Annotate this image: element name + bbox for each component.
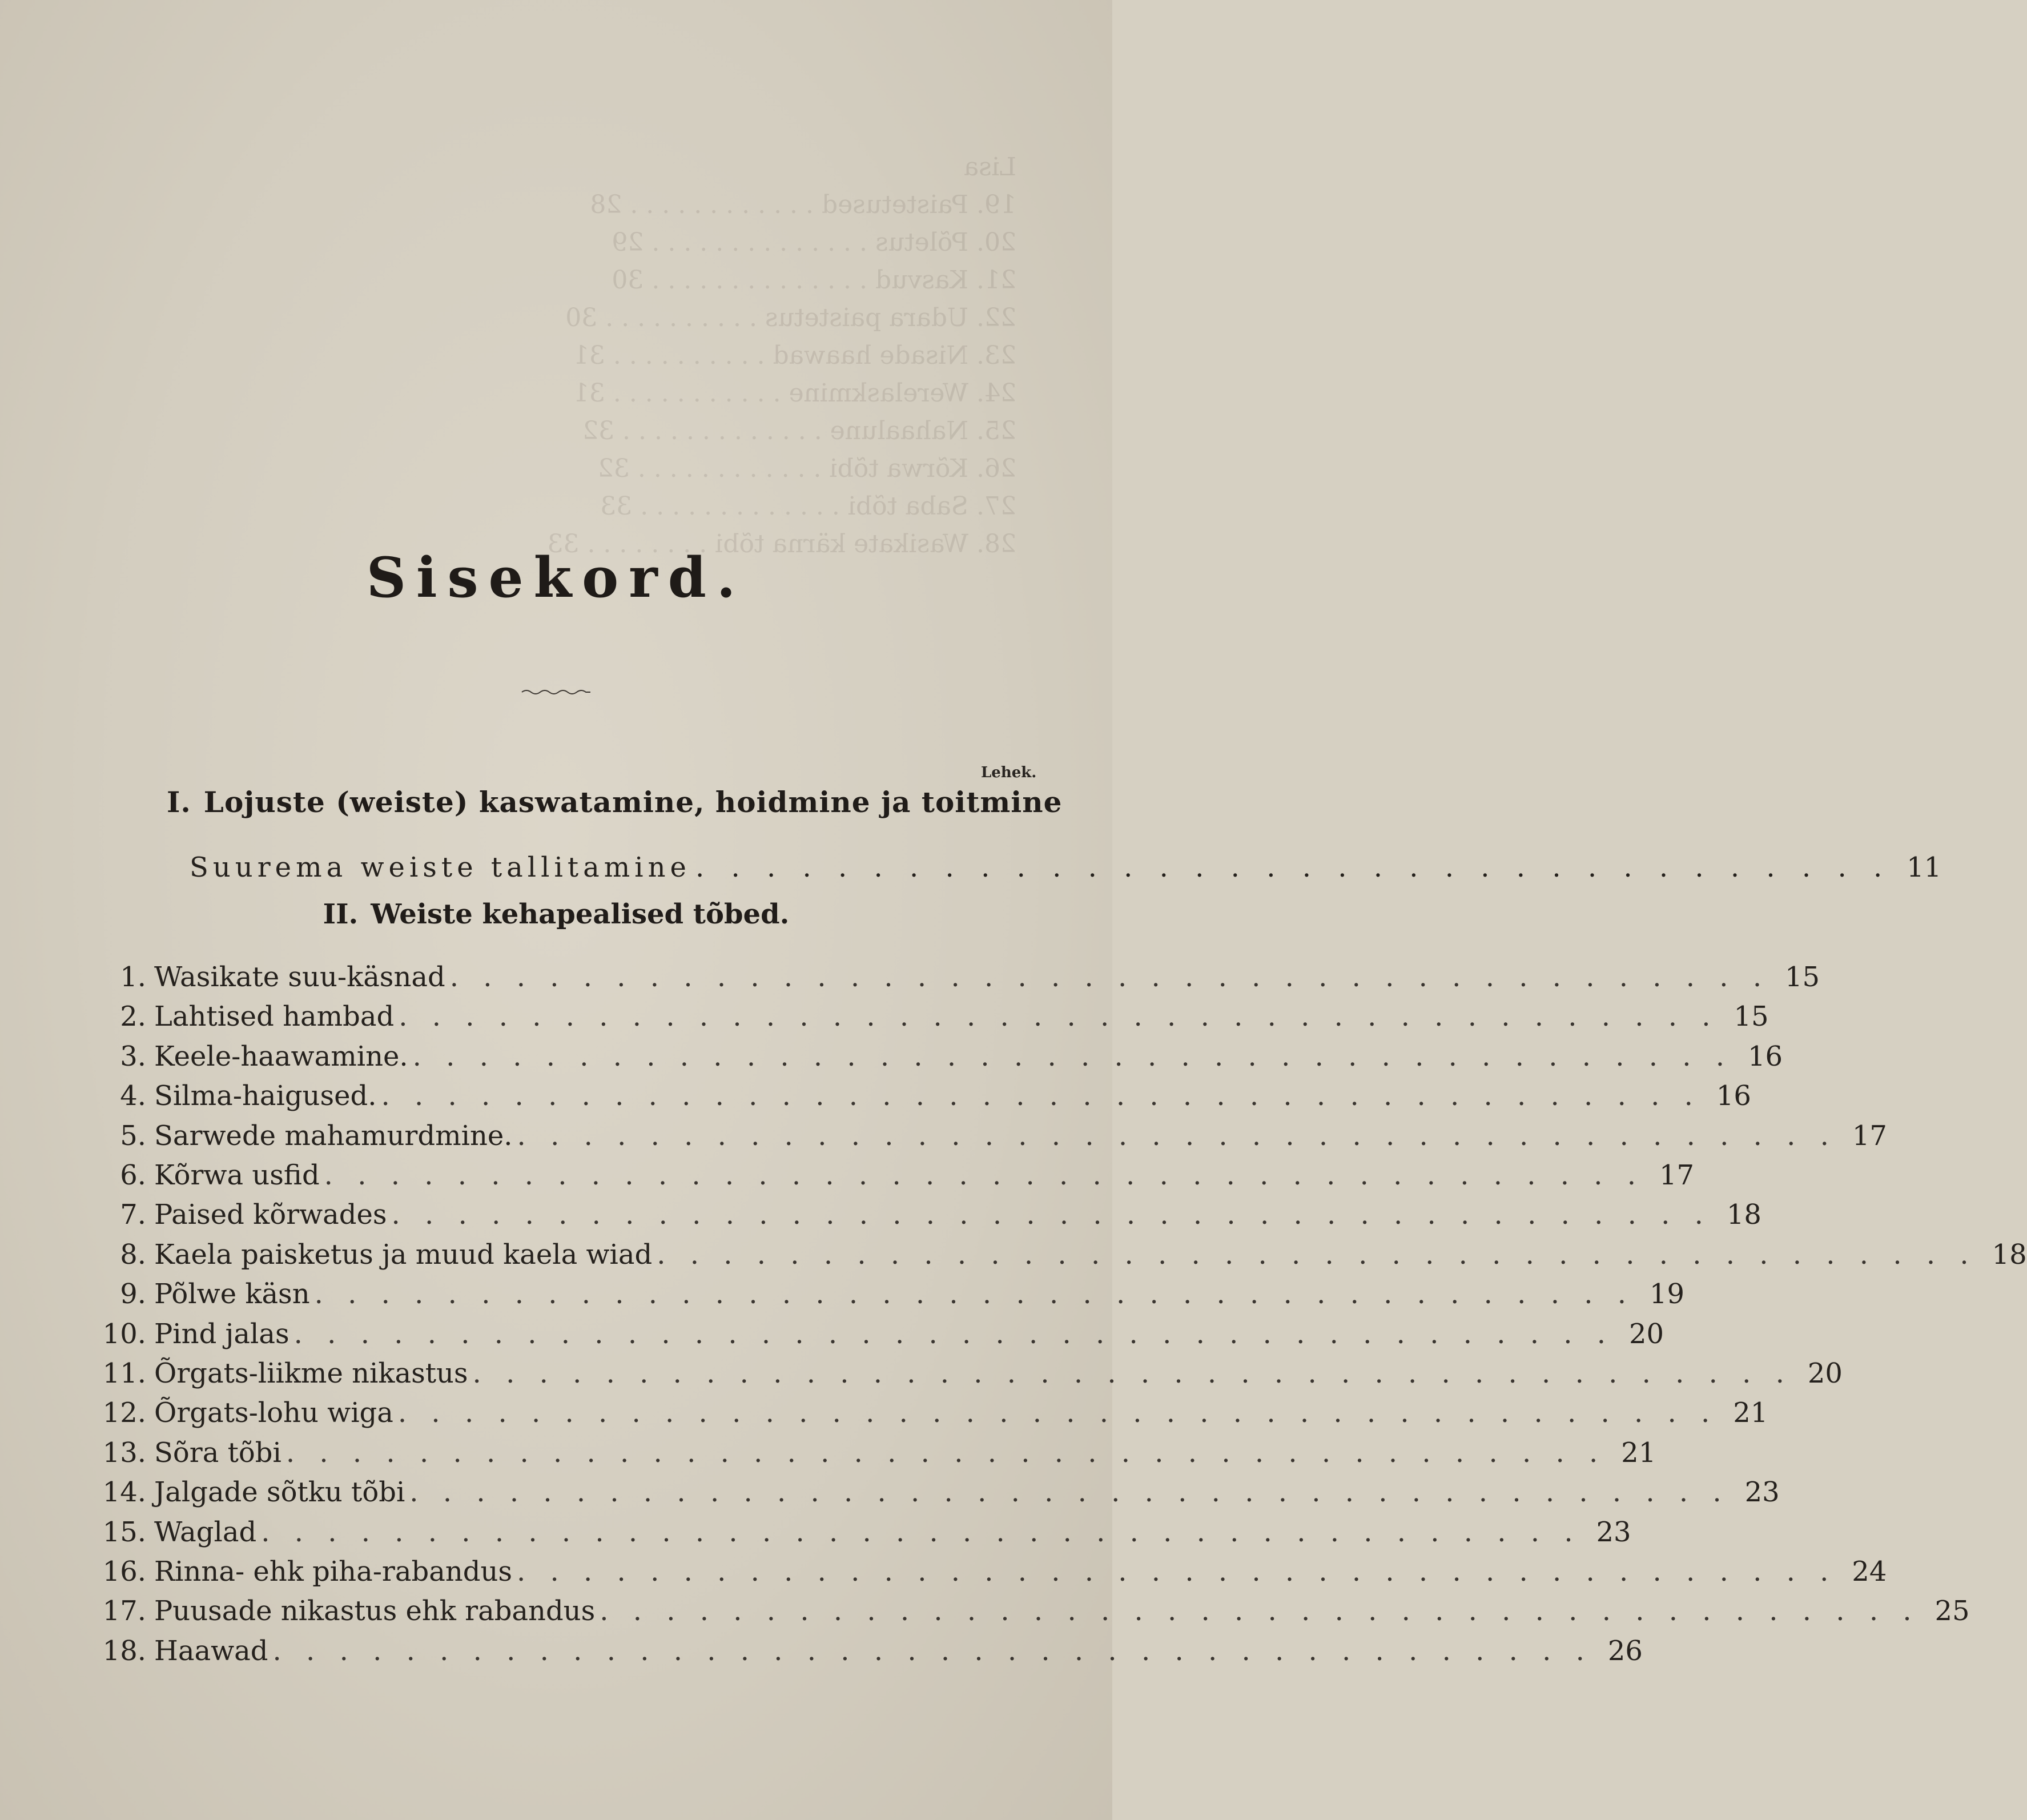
entry-label: Kõrwa usfid: [154, 1159, 320, 1191]
entry-number: 1.: [120, 961, 146, 993]
toc-entry: [91, 999, 1769, 1034]
leader-dots: . . . . . . . . . . . . . . . . . . . . . . . . . . . . . . . . . . . . . . . .: [397, 1397, 1718, 1429]
entry-number: 16.: [102, 1556, 146, 1588]
toc-entry: [91, 959, 1820, 995]
entry-number: 5.: [120, 1120, 146, 1152]
leader-dots: . . . . . . . . . . . . . . . . . . . . . . . . . . . . . . . . . . . . . . . .: [657, 1239, 1977, 1271]
toc-entry: [91, 1276, 1684, 1312]
section-title: Weiste kehapealised tõbed.: [371, 898, 790, 930]
entry-label: Silma-haigused.: [154, 1080, 377, 1112]
leader-dots: . . . . . . . . . . . . . . . . . . . . . . . . . . . . . . . . . . . . . . . .: [381, 1080, 1701, 1112]
entry-page: 18: [1992, 1239, 2027, 1271]
entry-number: 9.: [120, 1278, 146, 1310]
entry-page: 21: [1733, 1397, 1768, 1429]
entry-label: Wasikate suu-käsnad: [154, 961, 445, 993]
entry-number: 3.: [120, 1040, 146, 1072]
section-number: I.: [167, 785, 191, 819]
entry-number: 18.: [102, 1635, 146, 1667]
leader-dots: . . . . . . . . . . . . . . . . . . . . . . . . . . . . . . . . . . . . . . . .: [600, 1595, 1920, 1627]
toc-entry: [91, 1514, 1631, 1550]
section-number: II.: [323, 898, 359, 930]
entry-number: 4.: [120, 1080, 146, 1112]
entry-page: 26: [1607, 1635, 1643, 1667]
page-column-label: Lehek.: [981, 764, 1037, 781]
entry-page: 17: [1852, 1120, 1887, 1152]
entry-page: 17: [1659, 1159, 1695, 1191]
toc-entry: [91, 1197, 1761, 1232]
toc-entry: [91, 1039, 1783, 1074]
entry-label: Haawad: [154, 1635, 268, 1667]
entry-number: 7.: [120, 1199, 146, 1231]
entry-number: 13.: [102, 1437, 146, 1469]
leader-dots: . . . . . . . . . . . . . . . . . . . . . . . . . . . . . . . . . . . . . . . .: [324, 1159, 1644, 1191]
leader-dots: . . . . . . . . . . . . . . . . . . . . . . . . . . . . . . . . . . . . . . . .: [272, 1635, 1592, 1667]
toc-entry: [91, 1158, 1695, 1193]
leader-dots: . . . . . . . . . . . . . . . . . . . . . . . . . . . . . . . . . . . . . . . .: [472, 1357, 1792, 1389]
section-title: Lojuste (weiste) kaswatamine, hoidmine ja toitmine: [203, 785, 1063, 819]
entry-page: 25: [1935, 1595, 1970, 1627]
entry-number: 14.: [102, 1476, 146, 1508]
entry-label: Keele-haawamine.: [154, 1040, 408, 1072]
entry-label: Lahtised hambad: [154, 1001, 395, 1032]
entry-label: Puusade nikastus ehk rabandus: [154, 1595, 596, 1627]
entry-number: 2.: [120, 1001, 146, 1032]
title-ornament: [521, 688, 592, 696]
leader-dots: . . . . . . . . . . . . . . . . . . . . . . . . . . . . . . . . . . . . . . . .: [399, 1001, 1719, 1032]
toc-entry: [91, 1435, 1656, 1471]
entry-page: 11: [1907, 851, 1942, 883]
toc-entry: [91, 1554, 1887, 1589]
toc-entry: [91, 1633, 1643, 1669]
toc-entry: [91, 1316, 1664, 1352]
leader-dots: . . . . . . . . . . . . . . . . . . . . . . . . . . . . . . . . . . . . . . . .: [314, 1278, 1634, 1310]
entry-page: 19: [1649, 1278, 1684, 1310]
entry-page: 15: [1785, 961, 1820, 993]
toc-entry: [91, 1356, 1843, 1391]
entry-page: 16: [1747, 1040, 1783, 1072]
bleed-through-text: Lisa 19. Paistetused . . . . . . . . . . . . 28 20. Põletus . . . . . . . . . . . . . . 29 21. Kasvud . . . . . . . . . . . . . . 30 22. Udara paistetus . . . . . . . . . . 30 23. Nisade haawad . . . . . . . . . . 31 24. Werelaskmine . . . . . . . . . . . 31 25. Nahaalune . . . . . . . . . . . . . 32 26. Kõrwa tõbi . . . . . . . . . . . . 32 27. Saba tõbi . . . . . . . . . . . . . 33 28. Wasikate kärna tõbi . . . . . . . . 33: [547, 152, 1016, 559]
entry-label: Waglad: [154, 1516, 257, 1548]
leader-dots: . . . . . . . . . . . . . . . . . . . . . . . . . . . . . . . . . . . . . . . .: [412, 1040, 1733, 1072]
toc-entry: [91, 1475, 1780, 1510]
entry-label: Põlwe käsn: [154, 1278, 310, 1310]
leader-dots: . . . . . . . . . . . . . . . . . . . . . . . . . . . . . . . . . . . . . . . .: [517, 1120, 1837, 1152]
page-title: Sisekord.: [366, 545, 746, 610]
entry-page: 23: [1596, 1516, 1631, 1548]
entry-number: 6.: [120, 1159, 146, 1191]
entry-page: 21: [1621, 1437, 1656, 1469]
entry-page: 20: [1807, 1357, 1843, 1389]
entry-label: Sarwede mahamurdmine.: [154, 1120, 513, 1152]
entry-number: 11.: [102, 1357, 146, 1389]
leader-dots: . . . . . . . . . . . . . . . . . . . . . . . . . . . . . . . . . . . . . . . .: [517, 1556, 1837, 1588]
toc-entry: [91, 1118, 1887, 1154]
section-heading-2: [0, 898, 1112, 930]
toc-entry: [91, 1593, 1970, 1629]
entry-label: Õrgats-liikme nikastus: [154, 1357, 468, 1389]
leader-dots: . . . . . . . . . . . . . . . . . . . . . . . . . . . . . . . . . . . . . . . .: [409, 1476, 1730, 1508]
entry-label: Jalgade sõtku tõbi: [154, 1476, 405, 1508]
leader-dots: . . . . . . . . . . . . . . . . . . . . . . . . . . . . . . . . . . . . . . . .: [391, 1199, 1711, 1231]
entry-page: 18: [1726, 1199, 1761, 1231]
entry-number: 8.: [120, 1239, 146, 1271]
entry-label: Suurema weiste tallitamine: [190, 851, 691, 883]
leader-dots: . . . . . . . . . . . . . . . . . . . . . . . . . . . . . . . . . . . . . . . .: [449, 961, 1770, 993]
entry-label: Õrgats-lohu wiga: [154, 1397, 393, 1429]
entry-label: Pind jalas: [154, 1318, 289, 1350]
entry-label: Rinna- ehk piha-rabandus: [154, 1556, 512, 1588]
entry-number: 17.: [102, 1595, 146, 1627]
toc-entry: [91, 1237, 2027, 1272]
leader-dots: . . . . . . . . . . . . . . . . . . . . . . . . . . . . . . . . . . . . . . . .: [261, 1516, 1581, 1548]
entry-label: Kaela paisketus ja muud kaela wiad: [154, 1239, 653, 1271]
toc-entry: [91, 1395, 1768, 1431]
entry-number: 12.: [102, 1397, 146, 1429]
entry-number: 10.: [102, 1318, 146, 1350]
toc-entry: [91, 1078, 1751, 1114]
entry-page: 16: [1716, 1080, 1751, 1112]
leader-dots: . . . . . . . . . . . . . . . . . . . . . . . . . . . . . . . . . . . . . . . .: [293, 1318, 1614, 1350]
entry-number: 15.: [102, 1516, 146, 1548]
leader-dots: . . . . . . . . . . . . . . . . . . . . . . . . . . . . . . . . . . . . . . . .: [285, 1437, 1606, 1469]
entry-label: Paised kõrwades: [154, 1199, 387, 1231]
entry-page: 15: [1734, 1001, 1769, 1032]
entry-page: 20: [1628, 1318, 1664, 1350]
leader-dots: . . . . . . . . . . . . . . . . . . . . . . . . . . . . . . . . . .: [695, 851, 1892, 883]
entry-page: 24: [1852, 1556, 1887, 1588]
toc-entry: [190, 850, 1942, 885]
entry-page: 23: [1744, 1476, 1780, 1508]
section-heading-1: [167, 785, 1062, 819]
entry-label: Sõra tõbi: [154, 1437, 281, 1469]
